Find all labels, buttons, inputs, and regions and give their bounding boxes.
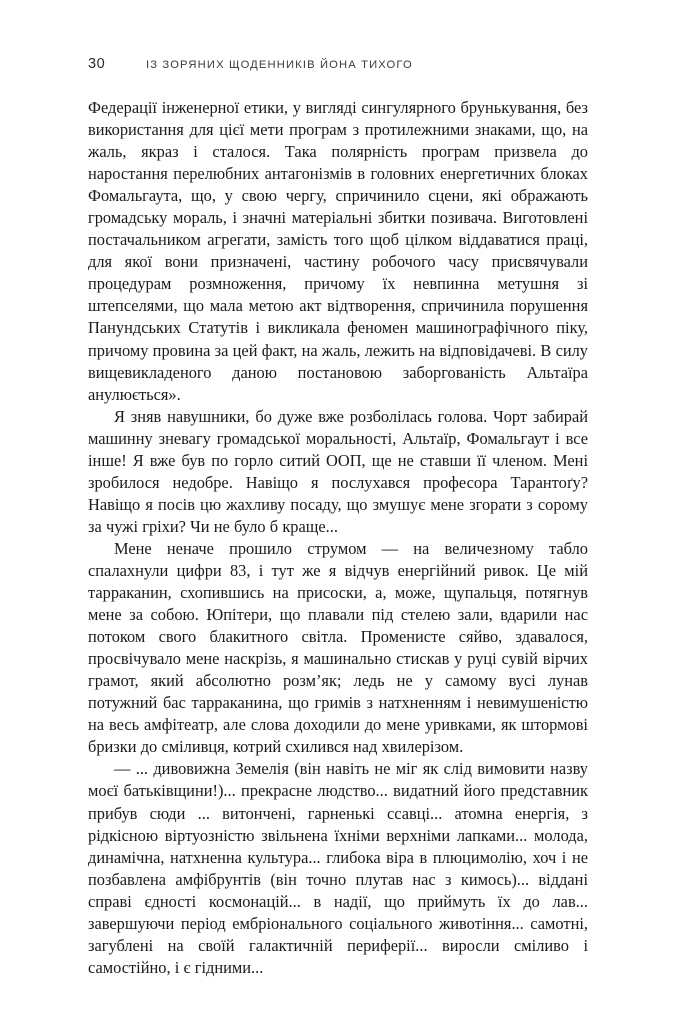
running-head-title: ІЗ ЗОРЯНИХ ЩОДЕННИКІВ ЙОНА ТИХОГО bbox=[146, 59, 413, 71]
paragraph: Я зняв навушники, бо дуже вже розболілась голова. Чорт забирай машинну зневагу громадської моральності, Альтаїр, Фомальгаут і все інше! Я вже був по горло ситий ООП, ще не ставши її членом. Мені зробилося недобре. Навіщо я послухався професора Тарантоґу? Навіщо я посів цю жахливу посаду, що змушує мене згорати з сорому за чужі гріхи? Чи не було б краще... bbox=[88, 406, 588, 536]
page-number: 30 bbox=[88, 56, 106, 72]
paragraph: Федерації інженерної етики, у вигляді сингулярного брунькування, без використання для цієї мети програм з протилежними знаками, що, на жаль, якраз і сталося. Така полярність програм призвела до наростання перелюбних антагонізмів в головних енергетичних блоках Фомальгаута, що, у свою чергу, спричинило сцени, які ображають громадську мораль, і значні матеріальні збитки позивача. Виготовлені постачальником агрегати, замість того щоб цілком віддаватися праці, для якої вони призначені, частину робочого часу присвячували процедурам розмноження, причому їх невпинна метушня зі штепселями, що мала метою акт відтворення, спричинила порушення Панундських Статутів і викликала феномен машинографічного піку, причому провина за цей факт, на жаль, лежить на відповідачеві. В силу вищевикладеного даною постановою заборгованість Альтаїра анулюється». bbox=[88, 98, 588, 404]
paragraph: Мене неначе прошило струмом — на величезному табло спалахнули цифри 83, і тут же я відчув енергійний ривок. Це мій тарраканин, схопившись на присоски, а, може, щупальця, потягнув мене за собою. Юпітери, що плавали під стелею зали, вдарили нас потоком свого блакитного світла. Променисте сяйво, здавалося, просвічувало мене наскрізь, я машинально стискав у руці сувій вірчих грамот, який абсолютно розм’як; ледь не у самому вусі лунав потужний бас тарраканина, що гримів з натхненням і невимушеністю на весь амфітеатр, але слова доходили до мене уривками, як штормові бризки до сміливця, котрий схилився над хвилерізом. bbox=[88, 538, 588, 757]
paragraph: — ... дивовижна Земелія (він навіть не міг як слід вимовити назву моєї батьківщини!)... прекрасне людство... видатний його представник прибув сюди ... витончені, гарненькі ссавці... атомна енергія, з рідкісною віртуозністю звільнена їхніми верхніми лапками... молода, динамічна, натхненна культура... глибока віра в плюцимолію, хоч і не позбавлена амфібрунтів (він точно плутав нас з кимось)... віддані справі єдності космонацій... в надії, що приймуть їх до лав... завершуючи період ембріонального соціального животіння... самотні, загублені на своїй галактичній периферії... виросли сміливо і самостійно, і є гідними... bbox=[88, 759, 588, 977]
body-text-block bbox=[88, 97, 588, 979]
running-head bbox=[88, 56, 586, 78]
